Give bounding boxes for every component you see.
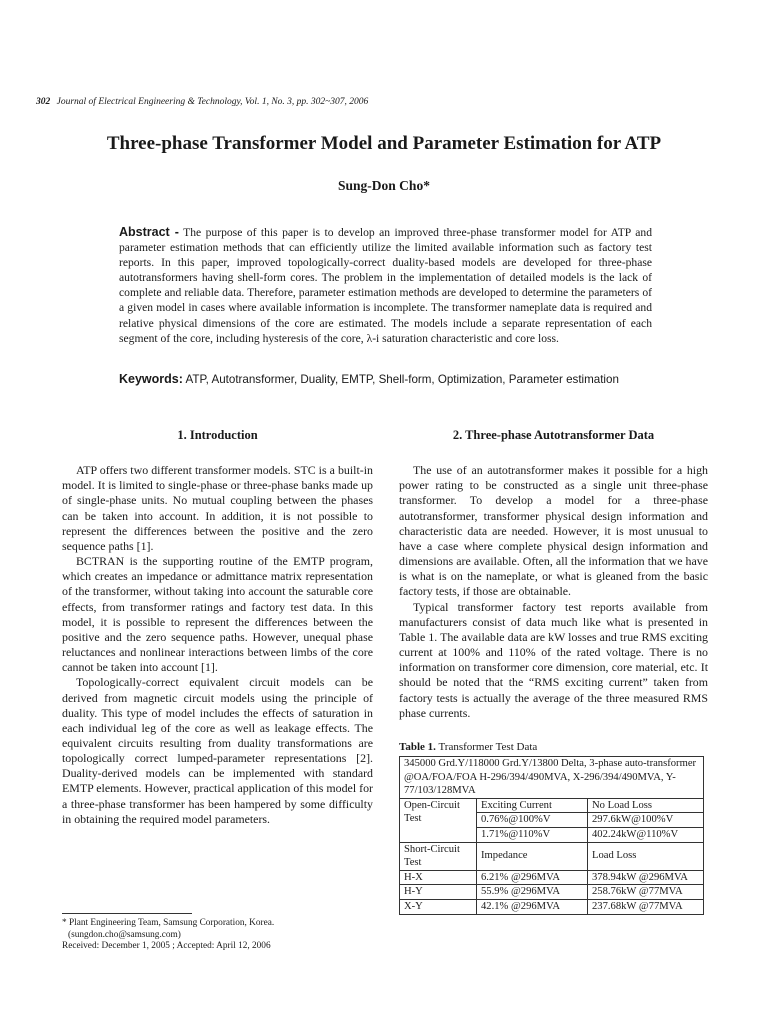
table-cell: 297.6kW@100%V [588, 813, 704, 828]
open-circuit-label: Open-Circuit Test [400, 798, 477, 842]
keywords-label: Keywords: [119, 372, 183, 386]
load-loss-header: Load Loss [588, 842, 704, 870]
running-header [36, 97, 368, 107]
table-row [400, 798, 704, 813]
table-cell: 6.21% @296MVA [477, 870, 588, 885]
table-cell: 237.68kW @77MVA [588, 899, 704, 914]
page-number: 302 [36, 97, 51, 107]
keywords [119, 372, 679, 386]
footnote [62, 918, 373, 953]
table-cell: 0.76%@100%V [477, 813, 588, 828]
footnote-email: (sungdon.cho@samsung.com) [68, 929, 181, 940]
table-caption-text: Transformer Test Data [435, 740, 538, 753]
footnote-affiliation: * Plant Engineering Team, Samsung Corporation, Korea. [62, 918, 275, 928]
table-caption-label: Table 1. [399, 740, 436, 753]
impedance-header: Impedance [477, 842, 588, 870]
journal-citation: Journal of Electrical Engineering & Technology, Vol. 1, No. 3, pp. 302~307, 2006 [56, 97, 369, 107]
keywords-text: ATP, Autotransformer, Duality, EMTP, Shell-form, Optimization, Parameter estimation [182, 373, 619, 386]
footnote-received: Received: December 1, 2005 ; Accepted: April 12, 2006 [62, 941, 271, 952]
table-caption [399, 740, 708, 755]
short-circuit-label: Short-Circuit Test [400, 842, 477, 870]
table-cell: 1.71%@110%V [477, 827, 588, 842]
table-cell: 55.9% @296MVA [477, 885, 588, 900]
abstract-text: The purpose of this paper is to develop an improved three-phase transformer model for ATP and parameter estimation methods that can efficiently utilize the limited available information such as factory test reports. In this paper, improved topologically-correct duality-based models are developed for three-phase autotransformers having shell-form cores. The problem in the implementation of detailed models is the lack of complete and reliable data. Therefore, parameter estimation methods are developed to determine the parameters of a given model in cases where available information is incomplete. The transformer nameplate data is required and relative physical dimensions of the core are estimated. The models include a separate representation of each segment of the core, including hysteresis of the core, λ-i saturation characteristic and core loss. [119, 226, 653, 345]
abstract [119, 225, 652, 346]
no-load-loss-header: No Load Loss [588, 798, 704, 813]
table-cell: 378.94kW @296MVA [588, 870, 704, 885]
table-row [400, 756, 704, 798]
left-column [62, 428, 373, 827]
transformer-test-data-table [399, 756, 704, 915]
right-column [399, 428, 708, 915]
table-cell: X-Y [400, 899, 477, 914]
table-cell: 402.24kW@110%V [588, 827, 704, 842]
table-cell: H-X [400, 870, 477, 885]
paper-title: Three-phase Transformer Model and Parameter Estimation for ATP [106, 133, 662, 154]
paragraph: ATP offers two different transformer models. STC is a built-in model. It is limited to single-phase or three-phase banks made up of single-phase units. No mutual coupling between the phases can be taken into account. In addition, it is not possible to represent the differences between the positive and the zero sequence paths [1]. [62, 463, 373, 553]
table-row [400, 899, 704, 914]
table-cell: 258.76kW @77MVA [588, 885, 704, 900]
table-row [400, 870, 704, 885]
paragraph: The use of an autotransformer makes it possible for a high power rating to be constructed as a single unit three-phase transformer. To develop a model for a three-phase autotransformer, transformer physical design information and characteristic data are needed. However, it is most unusual to have a case where complete physical design information and dimensions are available. Often, all the information that we have is what is on the nameplate, or what is gleaned from the basic factory tests, if those are obtainable. [399, 463, 708, 599]
table-cell: 42.1% @296MVA [477, 899, 588, 914]
section-heading-autotransformer-data: 2. Three-phase Autotransformer Data [452, 428, 655, 442]
paragraph: Typical transformer factory test reports available from manufacturers consist of data much like what is presented in Table 1. The available data are kW losses and true RMS exciting current at 100% and 110% of the rated voltage. There is no information on transformer core dimension, core material, etc. It should be noted that the “RMS exciting current” taken from factory tests is actually the average of the three measured RMS phase currents. [399, 599, 708, 720]
table-cell: H-Y [400, 885, 477, 900]
exciting-current-header: Exciting Current [477, 798, 588, 813]
paragraph: Topologically-correct equivalent circuit models can be derived from magnetic circuit models using the principle of duality. This type of model includes the effects of saturation in each individual leg of the core as well as leakage effects. The equivalent circuits resulting from duality transformations are topologically correct lumped-parameter representations [2]. Duality-derived models can be implemented with standard EMTP elements. However, practical application of this model for a three-phase transformer has been hampered by some difficulty in obtaining the required model parameters. [62, 675, 373, 826]
table-row [400, 885, 704, 900]
table-header-cell: 345000 Grd.Y/118000 Grd.Y/13800 Delta, 3-phase auto-transformer @OA/FOA/FOA H-296/394/490MVA, X-296/394/490MVA, Y-77/103/128MVA [400, 756, 704, 798]
table-row [400, 842, 704, 870]
footnote-divider [62, 913, 192, 914]
paragraph: BCTRAN is the supporting routine of the EMTP program, which creates an impedance or admittance matrix representation of the transformer, without taking into account the saturable core effects, from transformer ratings and factory test data. In this model, it is possible to represent the differences between the positive and the zero sequence paths. However, unequal phase reluctances and nonlinear interactions between limbs of the core cannot be taken into account [1]. [62, 554, 373, 675]
section-heading-introduction: 1. Introduction [177, 428, 258, 442]
author-name: Sung-Don Cho* [338, 178, 430, 193]
abstract-label: Abstract - [119, 225, 179, 239]
